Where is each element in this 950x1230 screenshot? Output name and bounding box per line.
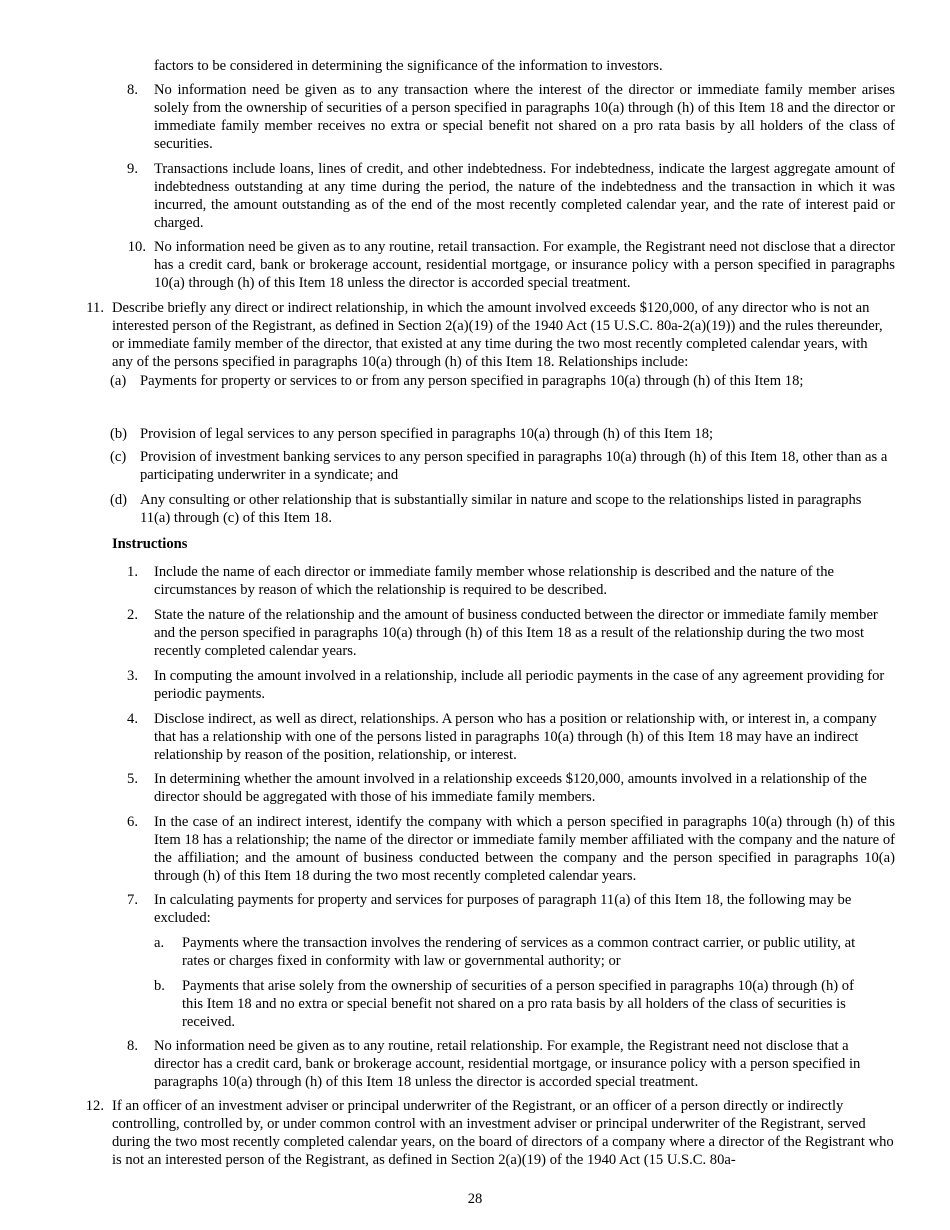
item-number: 2. — [127, 607, 138, 623]
sub-item-text: Provision of investment banking services to any person specified in paragraphs 10(a) through (h) of this Item 18, other than as a participating underwriter in a syndicate; and — [140, 449, 888, 483]
item-text: No information need be given as to any routine, retail transaction. For example, the Registrant need not disclose that a director has a credit card, bank or brokerage account, residential mortgage, or insurance policy with a person specified in paragraphs 10(a) through (h) of this Item 18 unless the director is accorded special treatment. — [154, 239, 895, 291]
item-number: 7. — [127, 892, 138, 908]
sub-item-label: (d) — [110, 492, 128, 508]
item-text: If an officer of an investment adviser or principal underwriter of the Registrant, or an officer of a person directly or indirectly controlling, controlled by, or under common control with an investment adviser or principal underwriter of the Registrant, served during the two most recently completed calendar years, on the board of directors of a company where a director of the Registrant who is not an interested person of the Registrant, as defined in Section 2(a)(19) of the 1940 Act (15 U.S.C. 80a- — [112, 1098, 894, 1168]
item-number: 9. — [127, 161, 138, 177]
sub-item-text: Payments for property or services to or from any person specified in paragraphs 10(a) through (h) of this Item 18; — [140, 373, 804, 389]
item-number: 1. — [127, 564, 138, 580]
sub-item-label: (b) — [110, 426, 128, 442]
item-number: 8. — [127, 82, 138, 98]
item-text: In the case of an indirect interest, identify the company with which a person specified in paragraphs 10(a) through (h) of this Item 18 has a relationship; the name of the director or immediate family member affiliated with the company and the nature of the affiliation; and the amount of business conducted between the company and the person specified in paragraphs 10(a) through (h) of this Item 18 during the two most recently completed calendar years. — [154, 814, 895, 884]
item-text: In determining whether the amount involved in a relationship exceeds $120,000, amounts involved in a relationship of the director should be aggregated with those of his immediate family members. — [154, 771, 867, 805]
item-number: 12. — [85, 1098, 104, 1114]
item-text: Describe briefly any direct or indirect relationship, in which the amount involved exceeds $120,000, of any director who is not an interested person of the Registrant, as defined in Section 2(a)(19) of the 1940 Act (15 U.S.C. 80a-2(a)(19)) and the rules thereunder, or immediate family member of the director, that existed at any time during the two most recently completed calendar years, with any of the persons specified in paragraphs 10(a) through (h) of this Item 18. Relationships include: — [112, 300, 883, 370]
sub-item-text: Provision of legal services to any person specified in paragraphs 10(a) through (h) of this Item 18; — [140, 426, 714, 442]
sub-item-text: Any consulting or other relationship that is substantially similar in nature and scope to the relationships listed in paragraphs 11(a) through (c) of this Item 18. — [140, 492, 862, 526]
item-number: 10. — [127, 239, 146, 255]
page-number: 28 — [467, 1191, 483, 1207]
sub-item-label: (c) — [110, 449, 127, 465]
sub-item-label: a. — [154, 935, 165, 951]
sub-item-label: (a) — [110, 373, 127, 389]
item-number: 6. — [127, 814, 138, 830]
item-text: Transactions include loans, lines of credit, and other indebtedness. For indebtedness, indicate the largest aggregate amount of indebtedness outstanding at any time during the period, the nature of the indebtedness and the transaction in which it was incurred, the amount outstanding as of the end of the most recently completed calendar year, and the rate of interest paid or charged. — [154, 161, 895, 231]
item-text: Include the name of each director or immediate family member whose relationship is described and the nature of the circumstances by reason of which the relationship is required to be described. — [154, 564, 834, 598]
item-text: State the nature of the relationship and the amount of business conducted between the director or immediate family member and the person specified in paragraphs 10(a) through (h) of this Item 18 as a result of the relationship during the two most recently completed calendar years. — [154, 607, 878, 659]
item-number: 8. — [127, 1038, 138, 1054]
item-text: In calculating payments for property and services for purposes of paragraph 11(a) of this Item 18, the following may be excluded: — [154, 892, 852, 926]
continuation-text: factors to be considered in determining the significance of the information to investors. — [154, 58, 663, 74]
item-text: In computing the amount involved in a relationship, include all periodic payments in the case of any agreement providing for periodic payments. — [154, 668, 885, 702]
item-number: 11. — [86, 300, 104, 316]
item-number: 3. — [127, 668, 138, 684]
item-text: Disclose indirect, as well as direct, relationships. A person who has a position or relationship with, or interest in, a company that has a relationship with one of the persons listed in paragraphs 10(a) through (h) of this Item 18 may have an indirect relationship by reason of the position, relationship, or interest. — [154, 711, 877, 763]
item-number: 5. — [127, 771, 138, 787]
sub-item-text: Payments that arise solely from the ownership of securities of a person specified in paragraphs 10(a) through (h) of this Item 18 and no extra or special benefit not shared on a pro rata basis by all holders of the class of securities is received. — [182, 978, 854, 1030]
instructions-heading: Instructions — [112, 536, 188, 552]
item-number: 4. — [127, 711, 138, 727]
item-text: No information need be given as to any transaction where the interest of the director or immediate family member arises solely from the ownership of securities of a person specified in paragraphs 10(a) through (h) of this Item 18 and the director or immediate family member receives no extra or special benefit not shared on a pro rata basis by all holders of the class of securities. — [154, 82, 895, 152]
sub-item-label: b. — [154, 978, 165, 994]
item-text: No information need be given as to any routine, retail relationship. For example, the Registrant need not disclose that a director has a credit card, bank or brokerage account, residential mortgage, or insurance policy with a person specified in paragraphs 10(a) through (h) of this Item 18 unless the director is accorded special treatment. — [154, 1038, 861, 1090]
sub-item-text: Payments where the transaction involves the rendering of services as a common contract carrier, or public utility, at rates or charges fixed in conformity with law or governmental authority; or — [182, 935, 856, 969]
